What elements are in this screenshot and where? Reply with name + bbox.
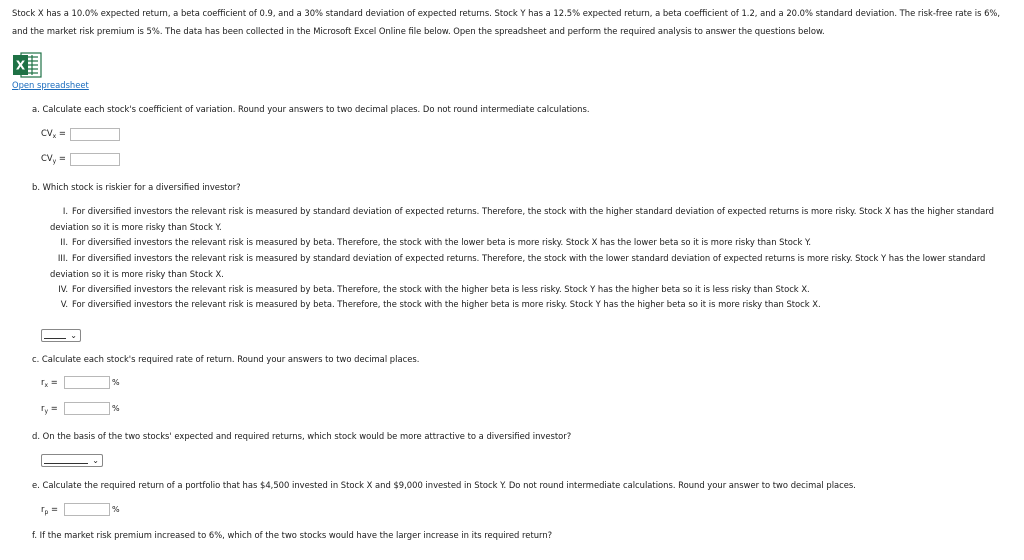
problem-statement: Stock X has a 10.0% expected return, a beta coefficient of 0.9, and a 30% standard deviation of expected returns. Stock Y has a 12.5% expected return, a beta coefficient of 1.2, and a 20.0% standard deviation. The risk-free rate is 6%, and the market risk premium is 5%. The data has been collected in the Microsoft Excel Online file below. Open the spreadsheet and perform the required analysis to answer the questions below. (12, 8, 1001, 36)
question-b-prompt: b. Which stock is riskier for a diversified investor? (32, 182, 241, 192)
question-d-dropdown[interactable] (41, 454, 103, 467)
rp-unit: % (112, 505, 120, 514)
excel-icon[interactable] (12, 52, 42, 78)
cvy-label: $CV_y$ = (41, 153, 66, 165)
chevron-down-icon: ⌄ (92, 456, 99, 465)
svg-text:X: X (15, 58, 26, 73)
question-b-dropdown[interactable] (41, 329, 81, 342)
ry-input[interactable] (64, 402, 110, 415)
rx-label: $r_x$ = (41, 377, 58, 389)
option-i: I. For diversified investors the relevant risk is measured by standard deviation of expected returns. Therefore, the stock with the higher standard deviation of expected returns is more risky. Stock X has the higher standard deviation so it is more risky than Stock Y. (50, 206, 994, 232)
option-ii: II. For diversified investors the relevant risk is measured by beta. Therefore, the stock with the lower beta is more risky. Stock X has the lower beta so it is more risky than Stock Y. (60, 237, 812, 247)
rp-input[interactable] (64, 503, 110, 516)
rx-input[interactable] (64, 376, 110, 389)
option-iii: III. For diversified investors the relevant risk is measured by standard deviation of expected returns. Therefore, the stock with the lower standard deviation of expected returns is more risky. Stock Y has the lower standard deviation so it is more risky than Stock X. (50, 253, 986, 279)
question-a-prompt: a. Calculate each stock's coefficient of variation. Round your answers to two decimal places. Do not round intermediate calculations. (32, 104, 590, 114)
question-e-prompt: e. Calculate the required return of a portfolio that has $4,500 invested in Stock X and $9,000 invested in Stock Y. Do not round intermediate calculations. Round your answer to two decimal places. (32, 480, 856, 490)
chevron-down-icon: ⌄ (70, 331, 77, 340)
rx-unit: % (112, 378, 120, 387)
rp-label: $r_p$ = (41, 504, 58, 516)
ry-label: $r_y$ = (41, 403, 58, 415)
question-f-prompt: f. If the market risk premium increased to 6%, which of the two stocks would have the larger increase in its required return? (32, 530, 553, 540)
cvy-input[interactable] (70, 153, 120, 166)
open-spreadsheet-link[interactable]: Open spreadsheet (12, 80, 89, 90)
question-d-prompt: d. On the basis of the two stocks' expected and required returns, which stock would be more attractive to a diversified investor? (32, 431, 572, 441)
cvx-label: $CV_x$ = (41, 128, 66, 140)
cvx-input[interactable] (70, 128, 120, 141)
option-iv: IV. For diversified investors the relevant risk is measured by beta. Therefore, the stock with the higher beta is less risky. Stock Y has the higher beta so it is less risky than Stock X. (58, 284, 810, 294)
ry-unit: % (112, 404, 120, 413)
question-c-prompt: c. Calculate each stock's required rate of return. Round your answers to two decimal places. (32, 354, 420, 364)
option-v: V. For diversified investors the relevant risk is measured by beta. Therefore, the stock with the higher beta is more risky. Stock Y has the higher beta so it is more risky than Stock X. (60, 299, 821, 309)
